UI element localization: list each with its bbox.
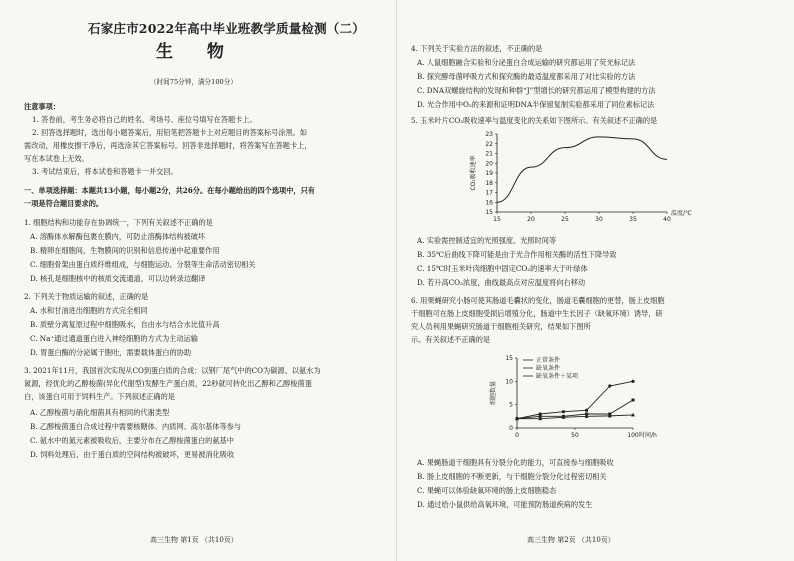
chart1-y-tick-label: 19 [485,170,493,177]
section1-heading-b: 一项是符合题目要求的。 [24,199,104,208]
cell-count-chart [483,352,723,448]
chart2-series-line [517,381,633,418]
note-1: 1. 答卷前，考生务必将自己的姓名、考场号、座位号填写在答题卡上。 [32,115,257,124]
q3-option-d: D. 饲料处理后，由于蛋白质的空间结构被破坏，更易被消化吸收 [30,450,235,459]
chart1-y-tick-label: 15 [485,209,493,216]
q6-option-a: A. 果蝇肠道干细胞具有分裂分化的能力，可直接参与细胞吸收 [417,458,614,467]
q2-option-a: A. 水和甘油进出细胞的方式完全相同 [30,306,148,315]
chart1-x-axis-label: 温度/℃ [671,210,692,217]
chart2-x-axis-label: 时间/h [639,432,657,439]
q5-option-d: D. 若升高CO₂浓度，曲线最高点对应温度将向右移动 [417,278,586,287]
q4-option-c: C. DNA双螺旋结构的发现和种群“J”型增长的研究都运用了模型构建的方法 [417,86,656,95]
q6-stem-3: 究人员利用果蝇研究肠道干细胞相关研究，结果如下图所 [411,322,591,331]
q2-option-c: C. Na⁺通过通道蛋白进入神经细胞的方式为主动运输 [30,334,198,343]
exam-title: 石家庄市2022年高中毕业班教学质量检测（二） [88,21,365,36]
time-note: （时间75分钟，满分100分） [150,78,237,86]
note-2b: 需改动，用橡皮擦干净后，再选涂其它答案标号。回答非选择题时，将答案写在答题卡上， [24,141,312,150]
q3-stem: 3. 2021年11月，我国首次实现从CO到蛋白质的合成：以钢厂尾气中的CO为碳源、以氨水为 [24,366,321,375]
note-2c: 写在本试卷上无效。 [24,154,89,163]
q5-option-a: A. 实验需控制适宜的光照强度、光照时间等 [417,236,557,245]
q6-stem-2: 干细胞可在肠上皮细胞受损后增殖分化，肠道中生长因子（缺氧环境）诱导，研 [411,309,663,318]
left-footer: 高三生物 第1页 （共10页） [150,536,238,544]
subject-heading: 生 物 [156,42,238,62]
q3-option-c: C. 氨水中的氮元素被吸收后，主要分布在乙醇梭菌蛋白的氨基中 [30,436,234,445]
q2-option-b: B. 质壁分离复原过程中细胞吸水，自由水与结合水比值升高 [30,320,220,329]
note-3: 3. 考试结束后，将本试卷和答题卡一并交回。 [32,167,178,176]
chart2-x-tick-label: 50 [571,432,579,439]
chart2-legend-label: 正常条件 [536,357,561,364]
q4-option-a: A. 人鼠细胞融合实验和分泌蛋白合成运输的研究都运用了荧光标记法 [417,58,636,67]
chart1-x-tick-label: 35 [629,216,637,223]
right-page [397,0,794,561]
chart1-y-tick-label: 23 [485,131,493,138]
q3-option-b: B. 乙醇梭菌蛋白合成过程中需要核糖体、内质网、高尔基体等参与 [30,422,242,431]
chart1-x-tick-label: 25 [561,216,569,223]
q3-option-a: A. 乙醇梭菌与硝化细菌具有相同的代谢类型 [30,408,170,417]
notes-heading: 注意事项： [24,102,60,111]
section1-heading: 一、单项选择题：本题共13小题，每小题2分，共26分。在每小题给出的四个选项中，只有 [24,186,315,195]
q3-stem-2: 氮源，经优化的乙醇梭菌(异化代谢型)发酵生产蛋白质，22秒就可转化出乙醇和乙醇梭菌蛋 [24,379,312,388]
q1-option-d: D. 核孔是细胞核中的核质交流通道，可以边转录边翻译 [30,274,206,283]
q4-option-b: B. 探究酵母菌呼吸方式和探究酶的最适温度都采用了对比实验的方法 [417,72,636,81]
chart1-y-tick-label: 21 [485,150,493,158]
chart2-point [585,409,588,412]
chart2-x-tick-label: 0 [515,432,519,439]
co2-temperature-chart [467,128,717,228]
q6-stem-4: 示。有关叙述不正确的是 [411,335,491,344]
chart1-y-tick-label: 22 [485,140,493,148]
chart2-y-axis-label: 细胞数量 [490,380,497,406]
q6-option-d: D. 通过给小鼠供给高氧环境，可能预防肠道疾病的发生 [417,500,593,509]
chart1-axes [497,134,667,212]
q6-option-c: C. 果蝇可以体验缺氧环境的肠上皮细胞稳态 [417,486,557,495]
chart2-legend-label: 缺氧条件＋某项 [536,373,579,380]
chart1-y-axis-label: CO₂吸收速率 [470,155,477,191]
chart2-point [608,384,611,387]
chart1-x-tick-label: 40 [663,216,671,223]
q5-stem: 5. 玉米叶片CO₂吸收速率与温度变化的关系如下图所示。有关叙述不正确的是 [411,116,658,125]
q1-option-a: A. 溶酶体水解酶包裹在膜内，可防止溶酶体结构被破坏 [30,232,206,241]
chart2-point [632,399,635,402]
q2-stem: 2. 下列关于物质运输的叙述，正确的是 [24,292,149,301]
q4-stem: 4. 下列关于实验方法的叙述，不正确的是 [411,44,543,53]
chart2-point [631,380,634,383]
q4-option-d: D. 光合作用中O₂的来源和证明DNA半保留复制实验都采用了同位素标记法 [417,100,655,109]
chart1-y-tick-label: 17 [485,189,493,197]
chart1-series-line [497,137,667,202]
chart1-y-tick-label: 20 [485,160,493,168]
q6-option-b: B. 肠上皮细胞的不断更新，与干细胞分裂分化过程密切相关 [417,472,607,481]
chart2-y-tick-label: 10 [505,378,513,386]
chart2-point [562,410,565,413]
chart2-y-tick-label: 15 [505,355,513,362]
right-footer: 高三生物 第2页 （共10页） [527,536,615,544]
chart2-legend-label: 缺氧条件 [536,365,561,372]
q3-stem-3: 白，该蛋白可用于饲料生产。下列叙述正确的是 [24,392,175,401]
chart1-y-tick-label: 18 [485,179,493,187]
chart2-y-tick-label: 5 [509,401,513,409]
chart1-x-tick-label: 20 [527,216,535,223]
note-2: 2. 回答选择题时，选出每小题答案后，用铅笔把答题卡上对应题目的答案标号涂黑。如 [32,128,308,137]
q1-option-c: C. 细胞骨架由蛋白质纤维组成，与细胞运动、分裂等生命活动密切相关 [30,260,256,269]
chart1-y-tick-label: 16 [485,199,493,207]
q5-option-c: C. 15℃时玉米叶肉细胞中固定CO₂的速率大于叶绿体 [417,264,588,273]
chart2-x-tick-label: 100 [627,432,639,439]
chart1-x-tick-label: 15 [493,216,501,223]
q2-option-d: D. 胃蛋白酶的分泌属于胞吐，需要载体蛋白的协助 [30,348,192,357]
q5-option-b: B. 35℃后曲线下降可能是由于光合作用相关酶的活性下降导致 [417,250,617,259]
q1-option-b: B. 精卵在细胞间，生物膜间的识别和信息传递中起重要作用 [30,246,220,255]
q6-stem: 6. 用果蝇研究小肠可使其肠道毛囊状的变化，肠道毛囊细胞的更替，肠上皮细胞 [411,296,665,305]
q1-stem: 1. 细胞结构和功能存在协调统一，下列有关叙述不正确的是 [24,218,213,227]
chart1-x-tick-label: 30 [595,216,603,223]
chart2-y-tick-label: 0 [509,425,513,432]
